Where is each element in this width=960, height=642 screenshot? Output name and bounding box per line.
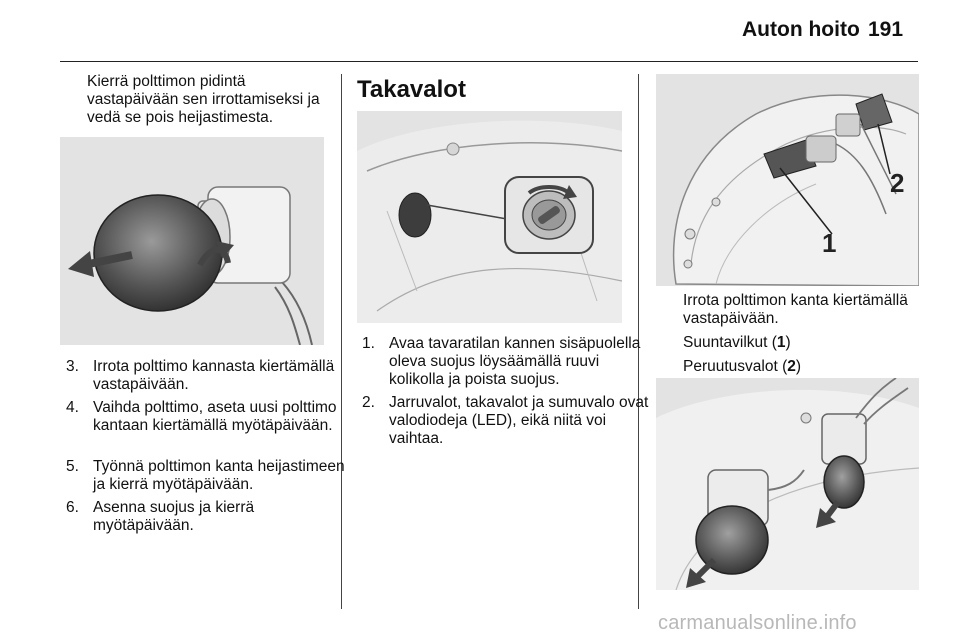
legend-reverse-lights (683, 358, 923, 376)
takavalot-step-2 (362, 394, 651, 448)
step-4-text: Vaihda polttimo, aseta uusi polttimo kantaan kiertämällä myötäpäivään. (93, 399, 337, 434)
legend-turn-signals (683, 334, 923, 352)
page-number: 191 (868, 18, 904, 41)
legend-turn-signals-close: ) (785, 334, 791, 351)
bulb-holder-figure (60, 137, 324, 345)
legend-turn-signals-label: Suuntavilkut ( (683, 334, 777, 351)
step-3 (66, 358, 355, 394)
step-4 (66, 399, 355, 435)
section-title: Takavalot (357, 76, 466, 103)
intro-paragraph: Kierrä polttimon pidintä vastapäivään sen irrottamiseksi ja vedä se pois heijastimesta. (87, 73, 320, 126)
trunk-cover-figure (357, 111, 622, 323)
step-6 (66, 499, 355, 535)
step-6-text: Asenna suojus ja kierrä myötäpäivään. (93, 499, 255, 534)
step-6-number: 6. (66, 499, 79, 516)
step-3-number: 3. (66, 358, 79, 375)
step-3-text: Irrota polttimo kannasta kiertämällä vastapäivään. (93, 358, 335, 393)
takavalot-step-1 (362, 335, 651, 389)
rear-lamp-housing-figure (656, 74, 919, 286)
takavalot-step-1-text: Avaa tavaratilan kannen sisäpuolella oleva suojus löysäämällä ruuvi kolikolla ja poista suojus. (389, 335, 641, 388)
right-instruction: Irrota polttimon kanta kiertämällä vastapäivään. (683, 292, 908, 327)
step-5 (66, 458, 355, 494)
callout-1: 1 (822, 228, 837, 258)
legend-reverse-lights-label: Peruutusvalot ( (683, 358, 788, 375)
takavalot-step-2-text: Jarruvalot, takavalot ja sumuvalo ovat valodiodeja (LED), eikä niitä voi vaihtaa. (389, 394, 649, 447)
legend-reverse-lights-ref: 2 (787, 358, 796, 375)
takavalot-step-2-number: 2. (362, 394, 375, 411)
bulb-sockets-figure (656, 378, 919, 590)
legend-reverse-lights-close: ) (795, 358, 802, 375)
callout-2: 2 (890, 168, 905, 198)
legend-turn-signals-ref: 1 (776, 334, 786, 351)
header-rule (60, 61, 918, 62)
watermark: carmanualsonline.info (658, 612, 857, 634)
step-4-number: 4. (66, 399, 79, 416)
step-5-number: 5. (66, 458, 79, 475)
step-5-text: Työnnä polttimon kanta heijastimeen ja kierrä myötäpäivään. (93, 458, 345, 493)
takavalot-step-1-number: 1. (362, 335, 375, 352)
section-title-header: Auton hoito (742, 18, 860, 41)
